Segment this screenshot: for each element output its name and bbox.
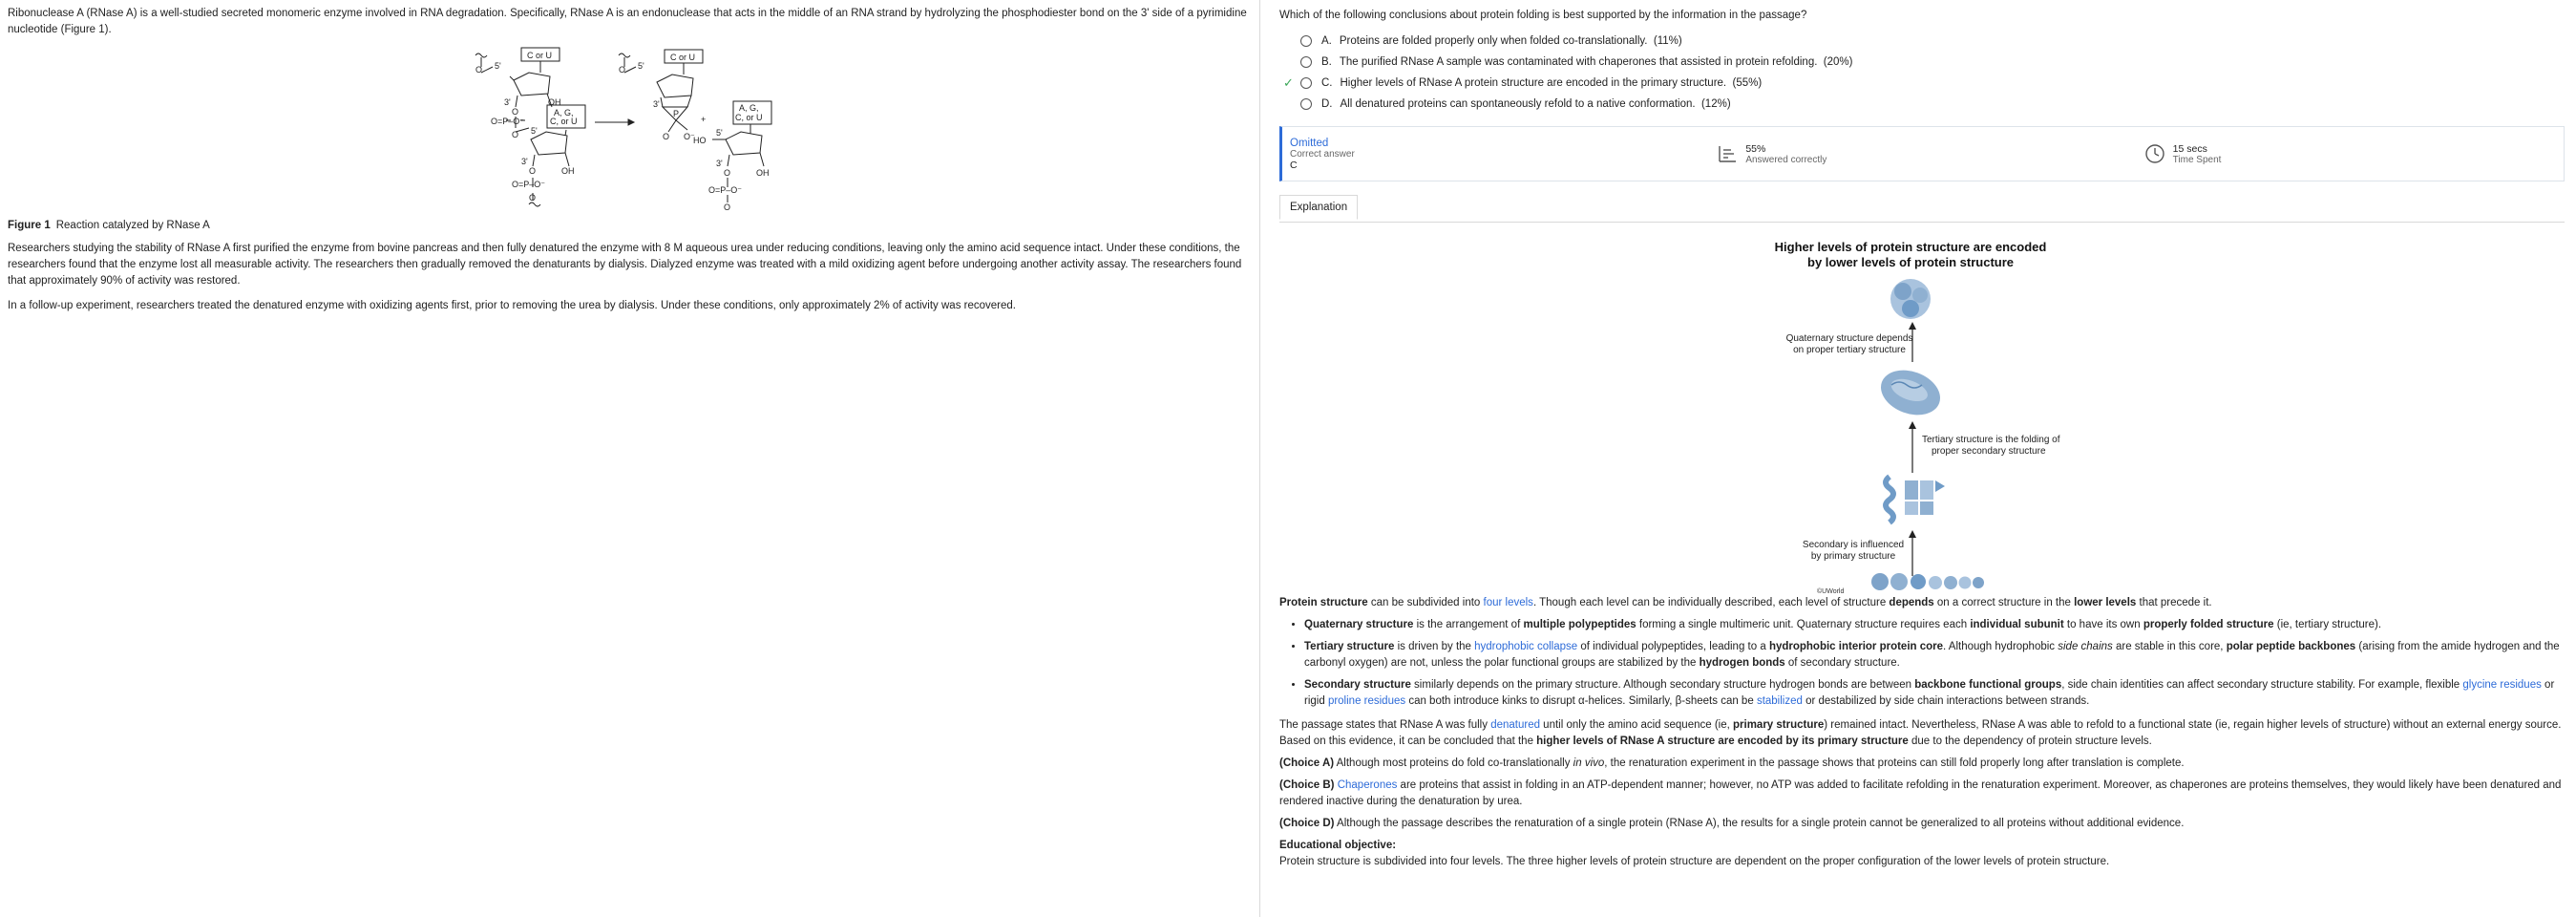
choice-c[interactable] [1283,73,2565,94]
base-label-c-or-u-1: C or U [527,51,553,60]
passage-paragraph-2: Researchers studying the stability of RNase A first purified the enzyme from bovine pancreas and then fully denatured the enzyme with 8 M aqueous urea under reducing conditions, leaving only the amino acid sequence intact. Under these conditions, the researchers found that the enzyme lost all measurable activity. The researchers then gradually removed the denaturants by dialysis. Dialyzed enzyme was treated with a mild oxidizing agent before undergoing another activity assay. The researchers found that approximately 90% of activity was restored. [8,243,1242,287]
text: . Though each level can be individually described, each level of structure [1532,597,1890,608]
link-four-levels[interactable]: four levels [1483,597,1533,608]
label-o-r4: O [724,203,731,212]
text: or rigid [1304,679,2555,707]
text: until only the amino acid sequence (ie, [1539,719,1733,731]
clock-icon [2144,143,2165,164]
text-b: polar peptide backbones [2226,641,2356,652]
link-stabilized[interactable]: stabilized [1756,695,1803,707]
stat-status [1282,138,1709,171]
choice-b-label: (Choice B) [1279,779,1335,791]
text: is the arrangement of [1413,619,1524,630]
correct-answer-value: C [1290,159,1298,171]
quaternary-structure-icon [1890,279,1931,319]
choice-a-label: (Choice A) [1279,757,1335,769]
text: that precede it. [2136,597,2212,608]
question-pane [1260,0,2576,917]
stat-percent [1709,143,2136,165]
correct-check-icon: ✓ [1283,75,1294,90]
link-chaperones[interactable]: Chaperones [1337,779,1398,791]
text: , side chain identities can affect secondary structure stability. For example, flexible [2061,679,2463,691]
text-b: multiple polypeptides [1523,619,1636,630]
percent-correct-label: Answered correctly [1745,154,1827,165]
figure-caption-text: Reaction catalyzed by RNase A [55,220,210,231]
text-b: Protein structure [1279,597,1368,608]
text-b: lower levels [2074,597,2137,608]
quaternary-label-1: Quaternary structure depends [1785,333,1913,344]
tertiary-label-1: Tertiary structure is the folding of [1922,435,2060,445]
time-spent-label: Time Spent [2172,154,2222,165]
text-b: higher levels of RNase A structure are encoded by its primary structure [1536,736,1909,747]
secondary-structure-icon [1886,477,1945,522]
text: or destabilized by side chain interactions between strands. [1802,695,2090,707]
text-i: side chains [2058,641,2113,652]
text-b: Tertiary structure [1304,641,1395,652]
text: (arising from the amide hydrogen and the carbonyl oxygen) are not, unless the polar functional groups are stabilized by the [1304,641,2560,669]
label-oh: OH [548,97,561,107]
educational-objective [1279,838,2565,870]
label-o-4: O [529,166,537,176]
explanation-paragraph-1 [1279,595,2565,611]
structure-levels-figure [1531,223,2313,595]
secondary-label-1: Secondary is influenced [1802,540,1905,550]
uworld-credit: ©UWorld [1817,588,1845,595]
reaction-figure [8,48,770,212]
explanation-paragraph-2 [1279,717,2565,750]
label-o-eq-p-r: O=P–O⁻ [708,185,743,195]
secondary-label-2: by primary structure [1810,551,1896,562]
figure-caption [8,220,1252,231]
passage-paragraph-3: In a follow-up experiment, researchers treated the denatured enzyme with oxidizing agents first, prior to removing the urea by dialysis. Under these conditions, only approximately 2% of activity was recovered. [8,300,1016,311]
label-o-eq-p: O=P–O⁻ [491,117,525,126]
text-b: depends [1889,597,1934,608]
text: are stable in this core, [2112,641,2227,652]
figure-title-line-2: by lower levels of protein structure [1807,255,2014,269]
text: . Although hydrophobic [1943,641,2059,652]
base-label-agcu-1a: A, G, [554,108,574,117]
tertiary-label-2: proper secondary structure [1932,446,2046,457]
text: can be subdivided into [1367,597,1484,608]
link-denatured[interactable]: denatured [1490,719,1540,731]
text: Although most proteins do fold co-translationally [1334,757,1573,769]
wavy-bond-left [475,53,487,57]
text: can both introduce kinks to disrupt α-helices. Similarly, β-sheets can be [1405,695,1757,707]
answer-stats-bar [1279,126,2565,181]
percent-correct-value: 55% [1745,142,1766,155]
primary-structure-icon [1871,573,1984,590]
structure-bullet-list [1279,617,2565,710]
label-o-r1: O [619,65,626,75]
bullet-tertiary [1304,639,2565,672]
bar-chart-icon [1717,143,1738,164]
text: due to the dependency of protein structure levels. [1908,736,2152,747]
text: Although the passage describes the renaturation of a single protein (RNase A), the results for a single protein cannot be generalized to all proteins without additional evidence. [1334,818,2185,829]
text: (ie, tertiary structure). [2273,619,2382,630]
label-5prime-r1: 5' [638,61,644,71]
text-b: hydrogen bonds [1699,657,1785,669]
passage-intro: Ribonuclease A (RNase A) is a well-studied secreted monomeric enzyme involved in RNA degradation. Specifically, RNase A is an endonuclease that acts in the middle of an RNA strand by hydrolyzing the phosphodiester bond on the 3' side of a pyrimidine nucleotide (Figure 1). [8,8,1247,35]
label-5prime-r2: 5' [716,128,723,138]
text: similarly depends on the primary structure. Although secondary structure hydrogen bonds are between [1410,679,1915,691]
choice-d[interactable] [1283,94,2565,115]
link-proline-residues[interactable]: proline residues [1327,695,1406,707]
text: , the renaturation experiment in the passage shows that proteins can still fold properly long after translation is complete. [1604,757,2185,769]
label-ominus-r1: O⁻ [684,132,695,141]
explanation-choice-a [1279,756,2565,772]
choice-c-letter: C. [1321,77,1333,89]
label-5prime-2: 5' [531,126,538,136]
text: The passage states that RNase A was fully [1279,719,1491,731]
choice-d-pct: (12%) [1700,98,1731,110]
tertiary-structure-icon [1874,362,1946,422]
label-3prime-2: 3' [521,157,528,166]
label-3prime-r2: 3' [716,159,723,168]
choice-c-radio[interactable] [1300,77,1312,89]
choice-d-label: (Choice D) [1279,818,1335,829]
tab-bar [1279,195,2565,223]
quaternary-label-2: on proper tertiary structure [1793,345,1906,355]
base-label-agcu-1b: C, or U [550,117,578,126]
choice-a-radio[interactable] [1300,35,1312,47]
text: of secondary structure. [1784,657,1900,669]
explanation-text [1279,595,2565,870]
label-ho: HO [693,136,707,145]
text: is driven by the [1394,641,1475,652]
text-b: Quaternary structure [1304,619,1414,630]
label-oh-2: OH [561,166,575,176]
label-o-r2: O [663,132,670,141]
objective-text: Protein structure is subdivided into four levels. The three higher levels of protein structure are dependent on the proper configuration of the lower levels of protein structure. [1279,856,2110,867]
bullet-quaternary [1304,617,2565,633]
text-b: individual subunit [1970,619,2064,630]
choice-a-text: Proteins are folded properly only when folded co-translationally. [1339,35,1648,47]
reaction-product-right [693,101,800,216]
choice-a-letter: A. [1321,35,1332,47]
label-o-eq-p-2: O=P–O⁻ [512,180,546,189]
text-b: backbone functional groups [1914,679,2062,691]
base-label-agcu-2a: A, G, [739,103,759,113]
choice-c-pct: (55%) [1732,77,1763,89]
text-b: primary structure [1733,719,1825,731]
explanation-choice-b [1279,778,2565,810]
bullet-secondary [1304,677,2565,710]
label-plus: + [701,115,707,124]
explanation-choice-d [1279,816,2565,832]
text: of individual polypeptides, leading to a [1577,641,1769,652]
reaction-diagram [8,48,733,210]
link-glycine-residues[interactable]: glycine residues [2462,679,2542,691]
figure-title-line-1: Higher levels of protein structure are encoded [1774,240,2047,254]
label-3prime: 3' [504,97,511,107]
text-b: hydrophobic interior protein core [1768,641,1944,652]
label-5prime: 5' [495,61,501,71]
protein-structure-diagram [1531,223,2313,595]
choice-a[interactable] [1283,31,2565,52]
stat-time [2137,143,2564,165]
figure-caption-label: Figure 1 [8,220,51,231]
text: to have its own [2063,619,2143,630]
choice-b-radio[interactable] [1300,56,1312,68]
choice-b-pct: (20%) [1823,56,1853,68]
base-label-c-or-u-2: C or U [670,53,696,62]
question-stem: Which of the following conclusions about protein folding is best supported by the information in the passage? [1279,10,1807,21]
label-o-2: O [512,107,519,117]
text-b: properly folded structure [2143,619,2274,630]
tab-explanation[interactable]: Explanation [1279,195,1358,220]
link-hydrophobic-collapse[interactable]: hydrophobic collapse [1474,641,1578,652]
text-i: in vivo [1573,757,1605,769]
text-b: Secondary structure [1304,679,1411,691]
choice-c-text: Higher levels of RNase A protein structure are encoded in the primary structure. [1340,77,1727,89]
base-label-agcu-2b: C, or U [735,113,763,122]
choice-b-text: The purified RNase A sample was contaminated with chaperones that assisted in protein refolding. [1339,56,1818,68]
answer-choices [1279,31,2565,115]
text: ) remained intact. Nevertheless, RNase A was able to refold to a functional state (ie, regain higher levels of structure) without an external energy source. Based on this evidence, it can be concluded that the [1279,719,2562,747]
label-o: O [475,65,483,75]
label-o-5: O [529,193,537,203]
text: on a correct structure in the [1933,597,2075,608]
choice-a-pct: (11%) [1653,35,1682,47]
label-oh-r: OH [756,168,770,178]
label-p-r1: P [673,109,680,118]
label-o-3: O [512,130,519,139]
text: are proteins that assist in folding in an ATP-dependent manner; however, no ATP was added to facilitate refolding in the renaturation experiment. Moreover, as chaperones are proteins themselves, they would likely have been denatured and rendered inactive during the denaturation by urea. [1279,779,2562,807]
correct-answer-label: Correct answer [1290,148,1355,160]
label-o-r3: O [724,168,731,178]
time-spent-value: 15 secs [2172,142,2207,155]
passage-pane [0,0,1260,917]
objective-label: Educational objective: [1279,840,1397,851]
choice-b-letter: B. [1321,56,1332,68]
choice-d-radio[interactable] [1300,98,1312,110]
text: forming a single multimeric unit. Quaternary structure requires each [1636,619,1971,630]
choice-d-text: All denatured proteins can spontaneously refold to a native conformation. [1340,98,1696,110]
choice-b[interactable] [1283,52,2565,73]
choice-d-letter: D. [1321,98,1333,110]
label-3prime-r1: 3' [653,99,660,109]
status-omitted: Omitted [1290,137,1329,149]
